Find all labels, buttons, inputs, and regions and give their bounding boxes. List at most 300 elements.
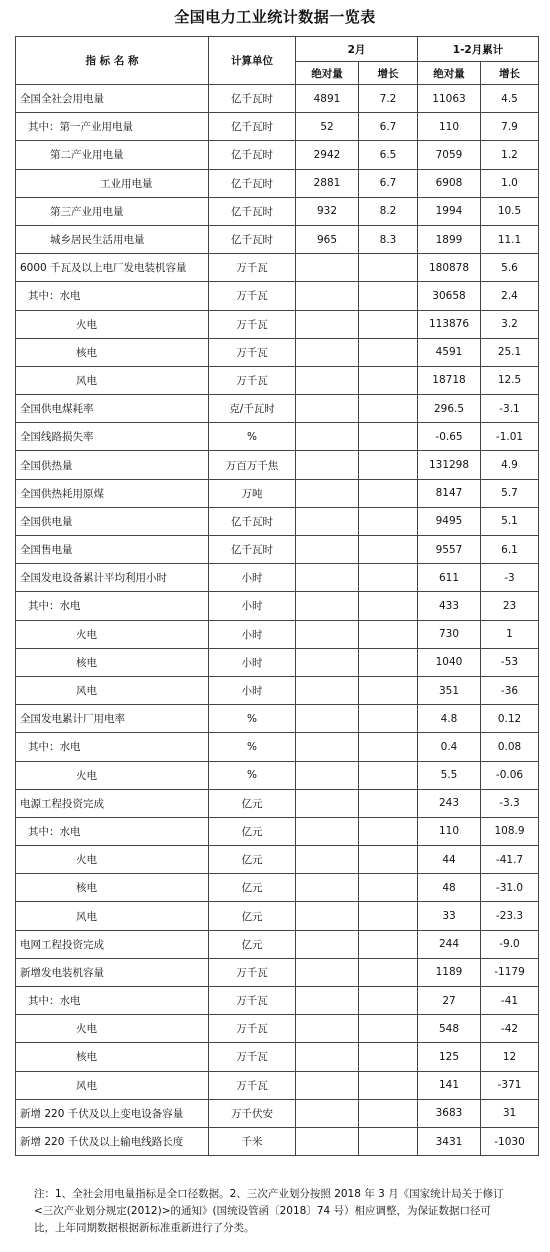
indicator-name-text: 新增 220 千伏及以上输电线路长度 <box>20 1136 184 1149</box>
feb-absolute-cell <box>296 1043 359 1071</box>
statistics-table <box>15 36 539 1156</box>
table-row <box>16 930 539 958</box>
unit-cell <box>209 395 296 423</box>
ytd-growth-cell-text: 4.9 <box>501 459 518 472</box>
indicator-name-text: 火电 <box>76 1023 97 1036</box>
feb-absolute-cell <box>296 902 359 930</box>
ytd-absolute-cell-text: 110 <box>438 825 460 838</box>
ytd-absolute-cell-text: 7059 <box>435 148 463 161</box>
feb-growth-cell <box>359 310 418 338</box>
ytd-absolute-cell <box>418 1043 481 1071</box>
feb-absolute-cell <box>296 451 359 479</box>
indicator-name <box>16 817 209 845</box>
unit-cell <box>209 282 296 310</box>
ytd-absolute-cell <box>418 395 481 423</box>
feb-absolute-cell <box>296 676 359 704</box>
ytd-absolute-cell-text: -0.65 <box>435 430 463 443</box>
ytd-growth-cell-text: -9.0 <box>499 938 520 951</box>
feb-growth-cell <box>359 141 418 169</box>
ytd-growth-cell-text: -23.3 <box>495 910 524 923</box>
unit-cell-text: 亿千瓦时 <box>231 93 273 106</box>
ytd-absolute-cell <box>418 733 481 761</box>
unit-cell <box>209 987 296 1015</box>
indicator-name <box>16 789 209 817</box>
unit-cell <box>209 113 296 141</box>
feb-growth-cell <box>359 536 418 564</box>
ytd-absolute-cell-text: 180878 <box>428 261 470 274</box>
indicator-name <box>16 987 209 1015</box>
ytd-growth-cell <box>481 1015 539 1043</box>
ytd-growth-cell <box>481 479 539 507</box>
ytd-absolute-cell <box>418 1127 481 1155</box>
indicator-name <box>16 1127 209 1155</box>
unit-cell-text: 万千瓦 <box>236 995 268 1008</box>
ytd-absolute-cell-text: 433 <box>438 599 460 612</box>
ytd-growth-cell-text: 25.1 <box>497 346 522 359</box>
feb-absolute-cell-text: 52 <box>320 120 334 133</box>
unit-cell-text: 小时 <box>241 628 263 641</box>
header-indicator: 指 标 名 称 <box>16 37 209 85</box>
unit-cell <box>209 169 296 197</box>
feb-growth-cell <box>359 479 418 507</box>
header-feb: 2月 <box>296 37 418 62</box>
unit-cell-text: 万千瓦 <box>236 290 268 303</box>
unit-cell-text: 万千瓦 <box>236 1079 268 1092</box>
ytd-growth-cell-text: 6.1 <box>501 543 518 556</box>
indicator-name <box>16 479 209 507</box>
feb-growth-cell <box>359 789 418 817</box>
table-row <box>16 536 539 564</box>
unit-cell <box>209 1127 296 1155</box>
unit-cell <box>209 1043 296 1071</box>
feb-absolute-cell-text: 965 <box>316 233 338 246</box>
ytd-growth-cell-text: 5.6 <box>501 261 518 274</box>
ytd-absolute-cell-text: 141 <box>438 1079 460 1092</box>
feb-absolute-cell <box>296 141 359 169</box>
unit-cell-text: 亿元 <box>241 938 263 951</box>
ytd-growth-cell-text: -36 <box>500 684 519 697</box>
ytd-growth-cell-text: -31.0 <box>495 881 524 894</box>
indicator-name-text: 第三产业用电量 <box>50 205 124 218</box>
table-row <box>16 507 539 535</box>
feb-absolute-cell <box>296 536 359 564</box>
feb-absolute-cell-text: 2881 <box>313 177 341 190</box>
indicator-name <box>16 1043 209 1071</box>
unit-cell-text: 亿元 <box>241 825 263 838</box>
ytd-absolute-cell-text: 27 <box>442 994 456 1007</box>
ytd-growth-cell-text: 12.5 <box>497 374 522 387</box>
table-row <box>16 761 539 789</box>
feb-growth-cell <box>359 676 418 704</box>
ytd-absolute-cell <box>418 423 481 451</box>
feb-absolute-cell <box>296 169 359 197</box>
feb-absolute-cell <box>296 874 359 902</box>
ytd-absolute-cell-text: 1899 <box>435 233 463 246</box>
ytd-growth-cell-text: -1.01 <box>495 430 524 443</box>
feb-absolute-cell <box>296 846 359 874</box>
feb-growth-cell <box>359 874 418 902</box>
ytd-growth-cell <box>481 789 539 817</box>
unit-cell <box>209 366 296 394</box>
unit-cell <box>209 789 296 817</box>
feb-growth-cell <box>359 648 418 676</box>
indicator-name <box>16 310 209 338</box>
indicator-name <box>16 423 209 451</box>
feb-absolute-cell <box>296 254 359 282</box>
ytd-absolute-cell <box>418 761 481 789</box>
ytd-absolute-cell <box>418 846 481 874</box>
indicator-name <box>16 648 209 676</box>
ytd-absolute-cell <box>418 648 481 676</box>
feb-absolute-cell <box>296 564 359 592</box>
ytd-absolute-cell <box>418 930 481 958</box>
table-row <box>16 846 539 874</box>
feb-absolute-cell <box>296 225 359 253</box>
unit-cell <box>209 648 296 676</box>
indicator-name-text: 核电 <box>76 1051 97 1064</box>
feb-absolute-cell <box>296 507 359 535</box>
table-row <box>16 451 539 479</box>
ytd-growth-cell-text: -3.3 <box>499 797 520 810</box>
ytd-absolute-cell <box>418 1071 481 1099</box>
unit-cell <box>209 423 296 451</box>
indicator-name-text: 全国发电累计厂用电率 <box>20 713 125 726</box>
indicator-name <box>16 507 209 535</box>
feb-absolute-cell-text: 4891 <box>313 92 341 105</box>
indicator-name-text: 核电 <box>76 882 97 895</box>
indicator-name-text: 工业用电量 <box>100 177 153 190</box>
ytd-growth-cell <box>481 846 539 874</box>
ytd-growth-cell <box>481 536 539 564</box>
feb-growth-cell <box>359 395 418 423</box>
table-row <box>16 1043 539 1071</box>
table-row <box>16 479 539 507</box>
unit-cell-text: 小时 <box>241 600 263 613</box>
ytd-growth-cell-text: 1.0 <box>501 177 518 190</box>
indicator-name <box>16 564 209 592</box>
unit-cell-text: 万千伏安 <box>231 1107 273 1120</box>
feb-growth-cell <box>359 930 418 958</box>
feb-absolute-cell <box>296 85 359 113</box>
feb-growth-cell <box>359 451 418 479</box>
table-row <box>16 789 539 817</box>
feb-growth-cell-text: 8.3 <box>379 233 397 246</box>
indicator-name-text: 城乡居民生活用电量 <box>50 234 145 247</box>
ytd-growth-cell-text: -371 <box>497 1079 522 1092</box>
unit-cell-text: 亿千瓦时 <box>231 515 273 528</box>
unit-cell <box>209 902 296 930</box>
ytd-growth-cell <box>481 987 539 1015</box>
header-ytd-growth: 增长 <box>481 62 539 85</box>
indicator-name-text: 其中：水电 <box>28 825 81 838</box>
table-body <box>16 85 539 1156</box>
feb-growth-cell <box>359 761 418 789</box>
ytd-absolute-cell <box>418 564 481 592</box>
indicator-name <box>16 930 209 958</box>
unit-cell-text: 万百万千焦 <box>225 459 279 472</box>
indicator-name-text: 风电 <box>76 374 97 387</box>
ytd-absolute-cell-text: 8147 <box>435 487 463 500</box>
table-row <box>16 225 539 253</box>
indicator-name-text: 全国供电煤耗率 <box>20 403 94 416</box>
unit-cell-text: 亿千瓦时 <box>231 234 273 247</box>
unit-cell <box>209 592 296 620</box>
ytd-absolute-cell-text: 1189 <box>435 966 463 979</box>
indicator-name-text: 其中：水电 <box>28 290 81 303</box>
ytd-absolute-cell-text: 6908 <box>435 177 463 190</box>
table-row <box>16 85 539 113</box>
indicator-name <box>16 338 209 366</box>
indicator-name-text: 新增发电装机容量 <box>20 966 104 979</box>
indicator-name-text: 其中：第一产业用电量 <box>28 121 133 134</box>
unit-cell <box>209 1099 296 1127</box>
ytd-growth-cell-text: 1 <box>506 628 513 641</box>
ytd-growth-cell <box>481 1127 539 1155</box>
ytd-absolute-cell-text: 11063 <box>432 92 466 105</box>
feb-growth-cell <box>359 254 418 282</box>
ytd-growth-cell-text: 3.2 <box>501 318 518 331</box>
unit-cell-text: 亿千瓦时 <box>231 177 273 190</box>
indicator-name <box>16 902 209 930</box>
ytd-growth-cell-text: 2.4 <box>501 289 518 302</box>
ytd-absolute-cell-text: 30658 <box>432 289 466 302</box>
indicator-name-text: 全国发电设备累计平均利用小时 <box>20 572 167 585</box>
table-row <box>16 254 539 282</box>
table-row <box>16 1127 539 1155</box>
feb-absolute-cell <box>296 113 359 141</box>
ytd-absolute-cell-text: 9557 <box>435 543 463 556</box>
unit-cell <box>209 817 296 845</box>
unit-cell <box>209 536 296 564</box>
ytd-growth-cell-text: -53 <box>500 656 519 669</box>
header-ytd-absolute: 绝对量 <box>418 62 481 85</box>
ytd-growth-cell <box>481 648 539 676</box>
feb-absolute-cell <box>296 1015 359 1043</box>
ytd-absolute-cell-text: 243 <box>438 797 460 810</box>
ytd-growth-cell-text: 31 <box>502 1107 517 1120</box>
ytd-absolute-cell-text: 351 <box>438 684 460 697</box>
table-row <box>16 620 539 648</box>
unit-cell <box>209 676 296 704</box>
ytd-absolute-cell-text: 548 <box>438 1022 460 1035</box>
ytd-absolute-cell-text: 33 <box>442 910 456 923</box>
indicator-name <box>16 169 209 197</box>
indicator-name-text: 全国供电量 <box>20 515 73 528</box>
feb-absolute-cell <box>296 930 359 958</box>
ytd-growth-cell <box>481 113 539 141</box>
feb-growth-cell-text: 6.7 <box>379 120 397 133</box>
ytd-absolute-cell <box>418 479 481 507</box>
indicator-name <box>16 366 209 394</box>
feb-growth-cell <box>359 902 418 930</box>
feb-growth-cell <box>359 620 418 648</box>
ytd-absolute-cell <box>418 141 481 169</box>
ytd-growth-cell-text: -3.1 <box>499 402 520 415</box>
indicator-name-text: 其中：水电 <box>28 600 81 613</box>
ytd-absolute-cell-text: 48 <box>442 881 456 894</box>
ytd-absolute-cell <box>418 1099 481 1127</box>
ytd-absolute-cell-text: 4591 <box>435 346 463 359</box>
ytd-absolute-cell-text: 125 <box>438 1050 460 1063</box>
unit-cell-text: 克/千瓦时 <box>229 403 275 416</box>
ytd-absolute-cell-text: 5.5 <box>440 769 458 782</box>
unit-cell <box>209 733 296 761</box>
feb-absolute-cell <box>296 592 359 620</box>
feb-growth-cell <box>359 338 418 366</box>
table-row <box>16 676 539 704</box>
indicator-name <box>16 395 209 423</box>
table-row <box>16 648 539 676</box>
ytd-growth-cell <box>481 874 539 902</box>
table-row <box>16 338 539 366</box>
ytd-growth-cell <box>481 85 539 113</box>
ytd-growth-cell-text: 10.5 <box>497 205 522 218</box>
unit-cell <box>209 479 296 507</box>
table-row <box>16 592 539 620</box>
header-unit: 计算单位 <box>209 37 296 85</box>
feb-growth-cell <box>359 958 418 986</box>
unit-cell <box>209 705 296 733</box>
feb-absolute-cell <box>296 282 359 310</box>
ytd-absolute-cell <box>418 338 481 366</box>
indicator-name <box>16 254 209 282</box>
unit-cell <box>209 930 296 958</box>
feb-growth-cell <box>359 423 418 451</box>
feb-absolute-cell <box>296 1099 359 1127</box>
feb-absolute-cell <box>296 479 359 507</box>
ytd-absolute-cell <box>418 507 481 535</box>
unit-cell-text: % <box>247 712 257 725</box>
feb-growth-cell <box>359 366 418 394</box>
unit-cell-text: % <box>247 430 257 443</box>
unit-cell <box>209 564 296 592</box>
ytd-absolute-cell <box>418 789 481 817</box>
indicator-name <box>16 846 209 874</box>
feb-growth-cell <box>359 1043 418 1071</box>
ytd-absolute-cell-text: 110 <box>438 120 460 133</box>
feb-growth-cell <box>359 817 418 845</box>
header-feb-growth: 增长 <box>359 62 418 85</box>
ytd-growth-cell-text: 0.12 <box>497 712 522 725</box>
indicator-name <box>16 1099 209 1127</box>
ytd-absolute-cell-text: 4.8 <box>440 712 458 725</box>
feb-growth-cell <box>359 1127 418 1155</box>
indicator-name-text: 全国供热量 <box>20 459 73 472</box>
unit-cell-text: 小时 <box>241 656 263 669</box>
feb-absolute-cell <box>296 987 359 1015</box>
ytd-absolute-cell <box>418 310 481 338</box>
indicator-name <box>16 197 209 225</box>
ytd-absolute-cell <box>418 536 481 564</box>
feb-absolute-cell-text: 932 <box>316 205 338 218</box>
ytd-growth-cell <box>481 1043 539 1071</box>
ytd-growth-cell <box>481 310 539 338</box>
table-row <box>16 987 539 1015</box>
unit-cell-text: 亿元 <box>241 910 263 923</box>
table-row <box>16 902 539 930</box>
ytd-growth-cell <box>481 676 539 704</box>
table-row <box>16 423 539 451</box>
feb-growth-cell-text: 6.5 <box>379 148 397 161</box>
feb-growth-cell <box>359 987 418 1015</box>
indicator-name <box>16 451 209 479</box>
ytd-growth-cell-text: 7.9 <box>501 120 518 133</box>
indicator-name-text: 6000 千瓦及以上电厂发电装机容量 <box>20 262 187 275</box>
ytd-growth-cell <box>481 902 539 930</box>
ytd-growth-cell <box>481 705 539 733</box>
indicator-name <box>16 761 209 789</box>
feb-growth-cell <box>359 705 418 733</box>
feb-absolute-cell <box>296 310 359 338</box>
feb-growth-cell-text: 6.7 <box>379 177 397 190</box>
indicator-name-text: 第二产业用电量 <box>50 149 124 162</box>
table-row <box>16 282 539 310</box>
feb-absolute-cell <box>296 789 359 817</box>
feb-growth-cell <box>359 1071 418 1099</box>
feb-growth-cell <box>359 1015 418 1043</box>
feb-absolute-cell <box>296 761 359 789</box>
indicator-name <box>16 874 209 902</box>
unit-cell-text: 万千瓦 <box>236 318 268 331</box>
unit-cell-text: % <box>247 769 257 782</box>
indicator-name-text: 其中：水电 <box>28 995 81 1008</box>
ytd-growth-cell <box>481 620 539 648</box>
indicator-name-text: 全国线路损失率 <box>20 431 94 444</box>
indicator-name-text: 风电 <box>76 685 97 698</box>
feb-growth-cell <box>359 85 418 113</box>
ytd-absolute-cell <box>418 85 481 113</box>
ytd-growth-cell-text: 5.7 <box>501 487 518 500</box>
feb-growth-cell-text: 7.2 <box>379 92 397 105</box>
table-row <box>16 395 539 423</box>
ytd-growth-cell <box>481 197 539 225</box>
ytd-absolute-cell <box>418 592 481 620</box>
ytd-absolute-cell-text: 44 <box>442 853 456 866</box>
ytd-growth-cell <box>481 282 539 310</box>
ytd-absolute-cell-text: 9495 <box>435 515 463 528</box>
table-row <box>16 817 539 845</box>
header-feb-absolute: 绝对量 <box>296 62 359 85</box>
unit-cell-text: 亿元 <box>241 797 263 810</box>
indicator-name <box>16 225 209 253</box>
feb-absolute-cell <box>296 423 359 451</box>
header-ytd: 1-2月累计 <box>418 37 539 62</box>
ytd-absolute-cell-text: 18718 <box>432 374 466 387</box>
ytd-growth-cell <box>481 1071 539 1099</box>
feb-growth-cell-text: 8.2 <box>379 205 397 218</box>
unit-cell-text: 万千瓦 <box>236 346 268 359</box>
ytd-absolute-cell-text: 3683 <box>435 1107 463 1120</box>
ytd-growth-cell <box>481 592 539 620</box>
unit-cell-text: 万千瓦 <box>236 1023 268 1036</box>
ytd-growth-cell <box>481 1099 539 1127</box>
feb-absolute-cell <box>296 620 359 648</box>
ytd-absolute-cell-text: 1994 <box>435 205 463 218</box>
table-header-row <box>16 37 539 62</box>
ytd-absolute-cell-text: 1040 <box>435 656 463 669</box>
indicator-name <box>16 620 209 648</box>
ytd-growth-cell-text: -41 <box>500 994 519 1007</box>
ytd-growth-cell-text: -1030 <box>494 1135 525 1148</box>
feb-growth-cell <box>359 282 418 310</box>
feb-absolute-cell <box>296 366 359 394</box>
indicator-name-text: 全国售电量 <box>20 544 73 557</box>
unit-cell-text: 万千瓦 <box>236 262 268 275</box>
feb-growth-cell <box>359 592 418 620</box>
indicator-name-text: 风电 <box>76 1079 97 1092</box>
table-row <box>16 310 539 338</box>
indicator-name-text: 火电 <box>76 628 97 641</box>
